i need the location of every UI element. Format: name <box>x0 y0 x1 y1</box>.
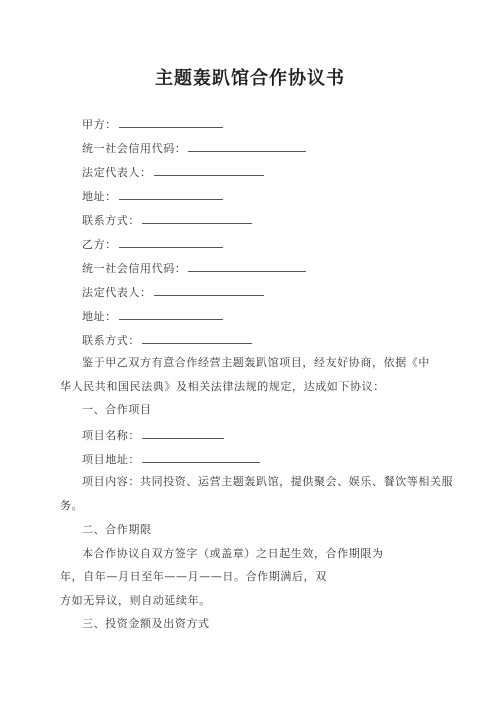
party-a-legal-rep-line <box>82 164 264 180</box>
party-b-address-blank <box>119 308 223 320</box>
term-line-1: 本合作协议自双方签字（或盖章）之日起生效，合作期限为 <box>82 547 384 560</box>
party-a-address-line <box>82 188 223 204</box>
section-2-heading: 二、合作期限 <box>82 523 152 536</box>
party-b-label: 乙方： <box>82 238 117 251</box>
party-a-contact-label: 联系方式： <box>82 214 140 227</box>
section-1-heading: 一、合作项目 <box>82 403 152 416</box>
party-b-legal-rep-blank <box>154 284 264 296</box>
project-name-line <box>82 427 224 443</box>
party-a-label: 甲方： <box>82 118 117 131</box>
party-a-legal-rep-blank <box>154 164 264 176</box>
party-a-contact-blank <box>142 212 252 224</box>
preamble-line-2: 华人民共和国民法典》及相关法律法规的规定，达成如下协议： <box>60 380 385 393</box>
party-b-credit-code-line <box>82 260 306 276</box>
party-a-address-label: 地址： <box>82 190 117 203</box>
preamble-line-1: 鉴于甲乙双方有意合作经营主题轰趴馆项目，经友好协商，依据《中 <box>82 356 430 369</box>
term-line-3: 方如无异议，则自动延续年。 <box>60 594 211 607</box>
party-b-legal-rep-line <box>82 284 264 300</box>
party-a-credit-code-line <box>82 140 306 156</box>
party-b-credit-code-blank <box>188 260 306 272</box>
party-a-blank <box>119 116 223 128</box>
section-3-heading: 三、投资金额及出资方式 <box>82 617 210 630</box>
term-line-2: 年，自年—月日至年——月——日。合作期满后，双 <box>60 570 327 583</box>
project-address-label: 项目地址： <box>82 453 140 466</box>
project-address-line <box>82 451 260 467</box>
party-a-line <box>82 116 223 132</box>
party-b-legal-rep-label: 法定代表人： <box>82 286 152 299</box>
party-b-contact-line <box>82 332 252 348</box>
party-b-address-label: 地址： <box>82 310 117 323</box>
project-address-blank <box>142 451 260 463</box>
party-a-contact-line <box>82 212 252 228</box>
party-b-line <box>82 236 223 252</box>
party-b-credit-code-label: 统一社会信用代码： <box>82 262 187 275</box>
document-title: 主题轰趴馆合作协议书 <box>155 68 345 89</box>
project-name-blank <box>142 427 224 439</box>
party-b-address-line <box>82 308 223 324</box>
party-b-blank <box>119 236 223 248</box>
project-content-line-2: 务。 <box>60 499 84 512</box>
project-content-line-1: 项目内容：共同投资、运营主题轰趴馆，提供聚会、娱乐、餐饮等相关服 <box>82 475 454 488</box>
party-a-credit-code-label: 统一社会信用代码： <box>82 142 187 155</box>
party-b-contact-label: 联系方式： <box>82 334 140 347</box>
party-a-credit-code-blank <box>188 140 306 152</box>
party-a-address-blank <box>119 188 223 200</box>
project-name-label: 项目名称： <box>82 429 140 442</box>
party-a-legal-rep-label: 法定代表人： <box>82 166 152 179</box>
party-b-contact-blank <box>142 332 252 344</box>
